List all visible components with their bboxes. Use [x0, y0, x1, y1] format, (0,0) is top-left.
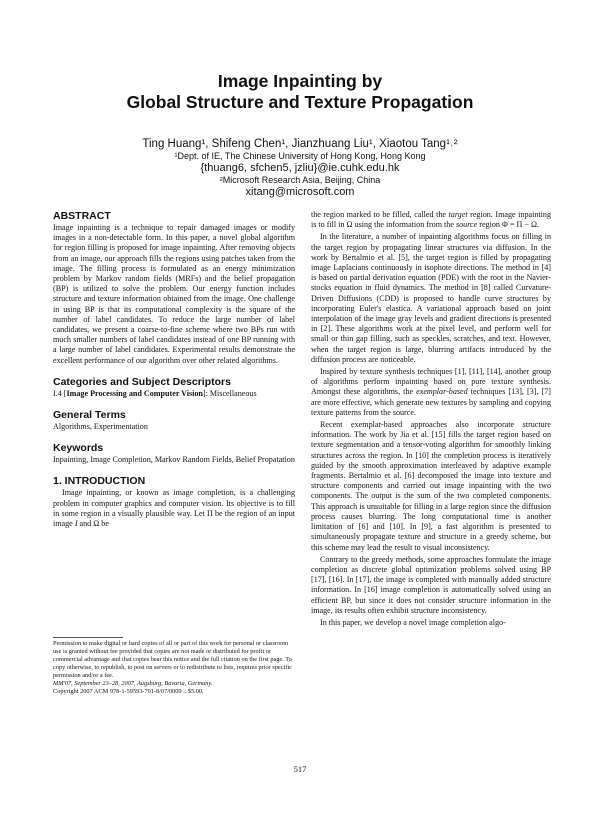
right-column: [311, 210, 551, 630]
global-optimization-paragraph: Contrary to the greedy methods, some approaches formulate the image completion as discrete global optimization problems solved using BP [17], [16]. In [17], the image is completed with manually added structure information. In [16] image completion is automatically solved using an efficient BP, but since it does not consider structure information in the image, its results often exhibit structure inconsistency.: [311, 554, 551, 615]
exemplar-paragraph: Recent exemplar-based approaches also incorporate structure information. The work by Jia et al. [15] fills the target region based on texture segmentation and a tensor-voting algorithm for smoothly linking structures across the region. In [10] the completion process is iteratively guided by the smooth approximation interleaved by adaptive example fragments. Bertalmio et al. [6] decomposed the image into texture and structure components and carried out image inpainting with the two components. The output is the sum of the two completed components. This approach is unsuitable for filling in a large region since the diffusion process causes blurring. The long computational time is another limitation of [6] and [10]. In [9], a fast algorithm is presented to simultaneously propagate texture and structure in a greedy scheme, but this scheme may lead the result to visual inconsistency.: [311, 420, 551, 552]
email-1: {thuang6, sfchen5, jzliu}@ie.cuhk.edu.hk: [200, 162, 400, 174]
affiliation-1: ¹Dept. of IE, The Chinese University of Hong Kong, Hong Kong: [174, 151, 426, 161]
copyright-line: Copyright 2007 ACM 978-1-59593-701-8/07/0009 ...$5.00.: [53, 688, 204, 695]
affiliation-2: ²Microsoft Research Asia, Beijing, China: [219, 175, 381, 185]
permission-text: Permission to make digital or hard copies of all or part of this work for personal or classroom use is granted without fee provided that copies are not made or distributed for profit or commercial advantage and that copies bear this notice and the full citation on the first page. To copy otherwise, to republish, to post on servers or to redistribute to lists, requires prior specific permission and/or a fee.: [53, 640, 292, 679]
texture-synthesis-paragraph: Inspired by texture synthesis techniques [1], [11], [14], another group of algorithms perform inpainting based on pure texture synthesis. Amongst these algorithms, the exemplar-based techniques [13], [3], [7] are more effective, which generate new textures by sampling and copying texture patterns from the source.: [311, 367, 551, 417]
paper-title-line2: Global Structure and Texture Propagation: [126, 92, 474, 112]
left-column: [53, 210, 295, 531]
intro-paragraph: Image inpainting, or known as image completion, is a challenging problem in computer graphics and computer vision. Its objective is to fill in some region in a visually plausible way. Let Π be the region of an input image I and Ω be: [53, 488, 295, 529]
keywords-heading: Keywords: [53, 442, 104, 455]
keywords-text: Inpainting, Image Completion, Markov Random Fields, Belief Propatation: [53, 455, 295, 465]
footnote-rule: [53, 637, 123, 638]
categories-text: I.4 [Image Processing and Computer Vision]: Miscellaneous: [53, 388, 257, 398]
general-terms-heading: General Terms: [53, 409, 126, 422]
page-number: 517: [293, 764, 307, 774]
introduction-heading: 1. INTRODUCTION: [53, 475, 146, 488]
literature-paragraph: In the literature, a number of inpainting algorithms focus on filling in the target region by propagating linear structures via diffusion. In the work by Bertalmio et al. [5], the target region is filled by propagating image Laplacians continuously in isophote directions. The method in [4] is based on partial derivation equation (PDE) with the root in the Navier-stocks equation in fluid dynamics. The method in [8] called Curvature-Driven Diffusions (CDD) is proposed to handle curve structures by incorporating Euler's elastica. A variational approach based on joint interpolation of the image gray levels and gradient directions is presented in [2]. These algorithms work at the pixel level, and perform well for small or thin gap filling, such as speckles, scratches, and text. However, when the target region is large, blurring artifacts introduced by the diffusion process are noticeable.: [311, 232, 551, 364]
categories-heading: Categories and Subject Descriptors: [53, 375, 231, 388]
general-terms-text: Algorithms, Experimentation: [53, 422, 148, 432]
paper-title-line1: Image Inpainting by: [217, 71, 383, 91]
abstract-text: Image inpainting is a technique to repair damaged images or modify images in a non-detectable form. In this paper, a novel global algorithm for region filling is proposed for image inpainting. After removing objects from an image, our approach fills the regions using patches taken from the image. The filling process is formulated as an energy minimization problem by Markov random fields (MRFs) and the belief propagation (BP) is utilized to solve the problem. Our energy function includes structure and texture information obtained from the image. One challenge in using BP is that its computational complexity is the square of the number of label candidates. To reduce the large number of label candidates, we present a coarse-to-fine scheme where two BPs run with much smaller numbers of label candidates instead of one BP running with a large number of label candidates. Experimental results demonstrate the excellent performance of our algorithm over other related algorithms.: [53, 223, 295, 365]
venue-line: MM'07, September 23–28, 2007, Augsburg, Bavaria, Germany.: [53, 680, 213, 687]
intro-continuation: the region marked to be filled, called the target region. Image inpainting is to fill in Ω using the information from the source region Φ = Π − Ω.: [311, 210, 551, 230]
category-name: Image Processing and Computer Vision: [66, 388, 203, 398]
author-names: Ting Huang¹, Shifeng Chen¹, Jianzhuang Liu¹, Xiaotou Tang¹˒²: [142, 138, 458, 150]
author-block: [0, 138, 600, 199]
contribution-paragraph: In this paper, we develop a novel image completion algo-: [320, 617, 506, 627]
email-2: xitang@microsoft.com: [245, 186, 355, 198]
permission-footnote: [53, 640, 295, 696]
abstract-heading: ABSTRACT: [53, 210, 111, 222]
